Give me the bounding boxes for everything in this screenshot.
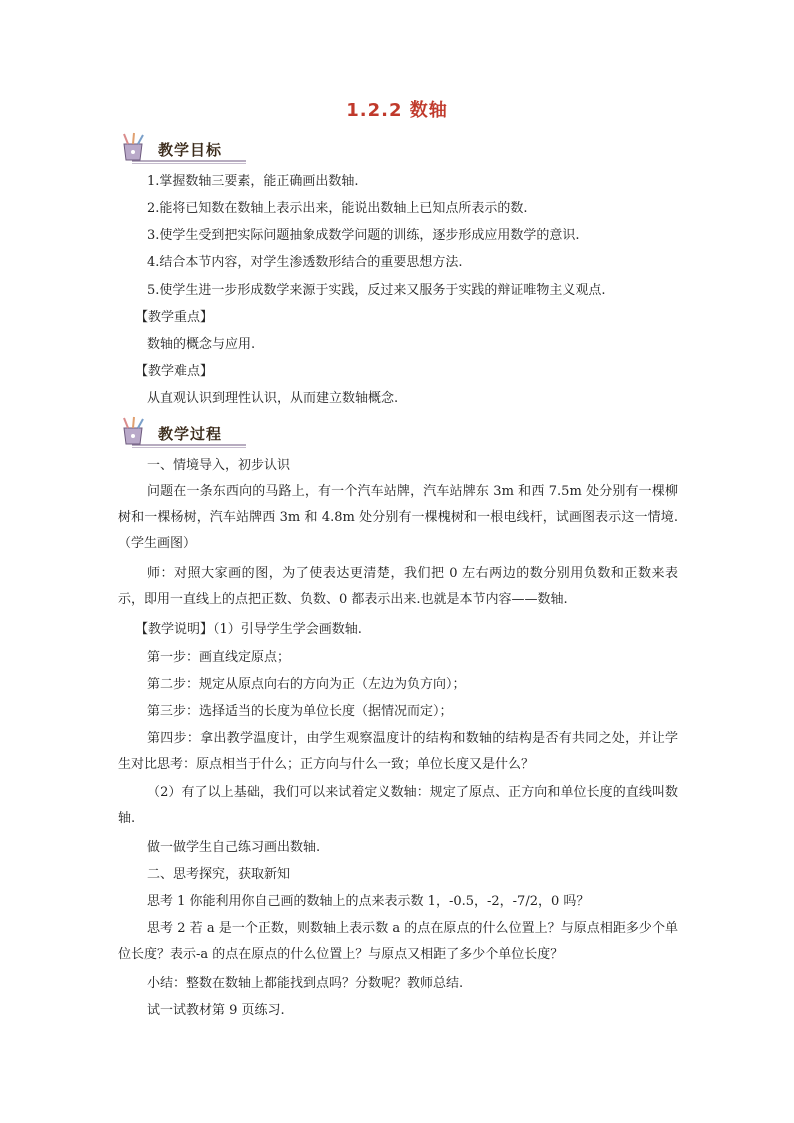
section-title-goals: 教学目标 [158,141,223,159]
section-header-goals [118,132,248,166]
exercise-text: 试一试教材第 9 页练习. [147,1003,285,1018]
key-point-text: 数轴的概念与应用. [147,337,256,352]
goal-item-1: 1.掌握数轴三要素，能正确画出数轴. [147,174,359,189]
teaching-note-2: （2）有了以上基础，我们可以来试着定义数轴：规定了原点、正方向和单位长度的直线叫数轴. [118,785,678,826]
difficult-point-heading: 【教学难点】 [135,364,214,379]
step-4: 第四步：拿出教学温度计，由学生观察温度计的结构和数轴的结构是否有共同之处，并让学生对比思考：原点相当于什么；正方向与什么一致；单位长度又是什么？ [118,731,678,772]
teaching-note-1: 【教学说明】（1）引导学生学会画数轴. [135,622,362,637]
practice-text: 做一做学生自己练习画出数轴. [147,840,321,855]
step-3: 第三步：选择适当的长度为单位长度（据情况而定）； [147,704,453,719]
part1-title: 一、情境导入，初步认识 [147,458,291,473]
key-point-heading: 【教学重点】 [135,310,214,325]
goal-item-2: 2.能将已知数在数轴上表示出来，能说出数轴上已知点所表示的数. [147,201,528,216]
goal-item-4: 4.结合本节内容，对学生渗透数形结合的重要思想方法. [147,255,463,270]
goal-item-5: 5.使学生进一步形成数学来源于实践，反过来又服务于实践的辩证唯物主义观点. [147,283,606,298]
problem-paragraph: 问题在一条东西向的马路上，有一个汽车站牌，汽车站牌东 3m 和西 7.5m 处分别有一棵柳树和一棵杨树，汽车站牌西 3m 和 4.8m 处分别有一棵槐树和一根电线杆，试画图表示这一情境.（学生画图） [118,484,678,551]
think-2: 思考 2 若 a 是一个正数，则数轴上表示数 a 的点在原点的什么位置上？与原点相距多少个单位长度？表示-a 的点在原点的什么位置上？与原点又相距了多少个单位长度？ [118,921,678,962]
step-1: 第一步：画直线定原点； [147,650,291,665]
page-title: 1.2.2 数轴 [346,100,448,121]
section-header-process [118,416,248,450]
teacher-paragraph: 师：对照大家画的图，为了使表达更清楚，我们把 0 左右两边的数分别用负数和正数来表示，即用一直线上的点把正数、负数、0 都表示出来.也就是本节内容——数轴. [118,566,678,607]
goal-item-3: 3.使学生受到把实际问题抽象成数学问题的训练，逐步形成应用数学的意识. [147,228,580,243]
difficult-point-text: 从直观认识到理性认识，从而建立数轴概念. [147,391,399,406]
summary-text: 小结：整数在数轴上都能找到点吗？分数呢？教师总结. [147,976,464,991]
think-1: 思考 1 你能利用你自己画的数轴上的点来表示数 1，-0.5，-2，-7/2，0 吗？ [147,894,590,909]
step-2: 第二步：规定从原点向右的方向为正（左边为负方向）； [147,677,466,692]
section-title-process: 教学过程 [158,425,223,443]
part2-title: 二、思考探究，获取新知 [147,867,291,882]
